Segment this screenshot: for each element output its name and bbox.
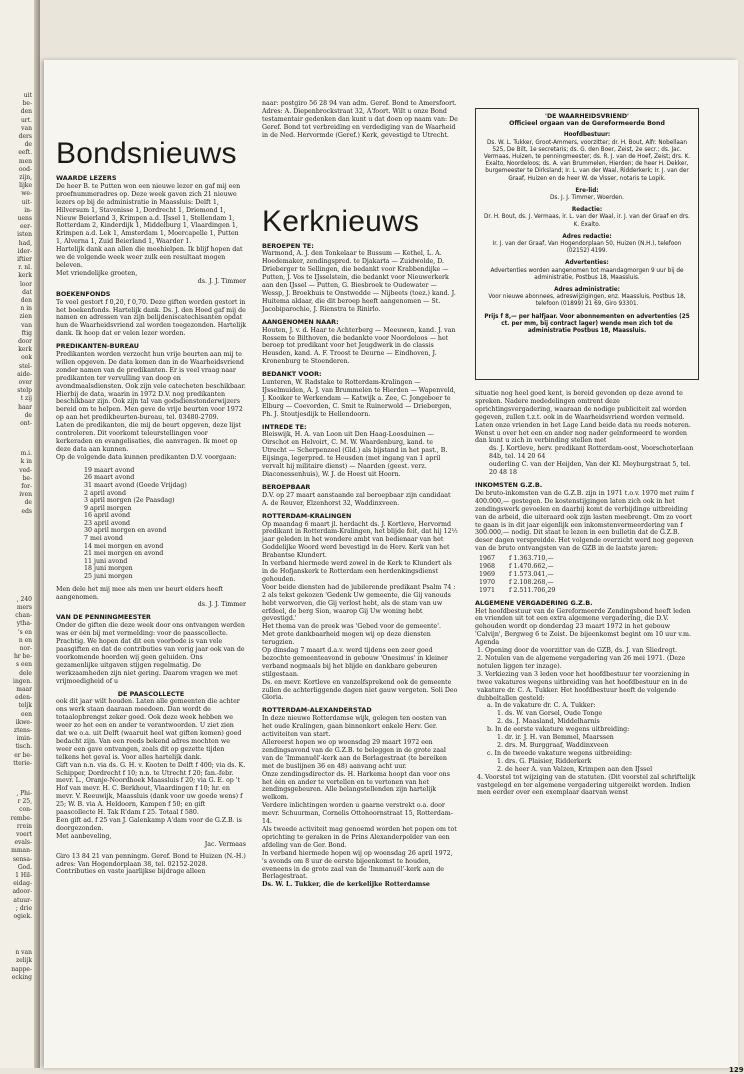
section-heading: BEROEPEN TE: [262, 241, 314, 250]
edge-text-fragment: tisch. [15, 743, 32, 751]
list-item: 2. de heer A. van Valzen, Krimpen aan den IJssel [497, 765, 653, 773]
list-item: b. In de eerste vakature wegens uitbreiding: [487, 726, 630, 734]
section-heading: AANGENOMEN NAAR: [262, 317, 339, 326]
prijs-text: Prijs f 8,— per halfjaar. Voor abonnementen en advertenties (25 ct. per mm, bij contract lager) wende men zich tot de administratie Postbus 18, Maassluis. [484, 313, 690, 335]
list-item: 21 mei morgen en avond [84, 550, 164, 558]
list-item: 3. Verkiezing van 3 leden voor het hoofdbestuur ter voorziening in twee vakatures wegens uitbreiding van het hoofdbestuur en in de vakature dr. C. A. Tukker. Het hoofdbestuur heeft de volgende dubbeltallen gesteld: [477, 670, 690, 702]
edge-text-fragment: ved- [19, 466, 32, 474]
edge-text-fragment: n van [15, 949, 32, 957]
adres-text: Ir. J. van der Graaf, Van Hogendorplaan 50, Huizen (N.H.), telefoon (02152) 4199. [492, 241, 682, 255]
list-item: 7 mei avond [84, 535, 123, 543]
section-heading: BOEKENFONDS [56, 289, 111, 298]
list-item: 19 maart avond [84, 466, 135, 474]
bondsnieuws-column [56, 138, 246, 876]
edge-text-fragment: ders [18, 133, 32, 140]
ereslid-label: Ere-lid: [575, 187, 599, 194]
edge-text-fragment: ont- [20, 420, 32, 427]
edge-text-fragment: eds [21, 507, 32, 515]
signature: ds. J. J. Timmer [197, 601, 246, 609]
paragraph: Voor beide diensten had de jubilerende predikant Psalm 74 : 2 als tekst gekozen 'Gedenk Uw gemeente, die Gij vanouds hebt verworven, die Gij verlost hebt, als de stam van uw erfdeel, de berg Sion, waarop Gij Uw woning hebt gevestigd.' [262, 583, 456, 623]
list-item: 25 juni morgen [84, 573, 133, 581]
edge-text-fragment: de [24, 141, 32, 149]
edge-text-fragment: kerk [18, 346, 32, 354]
page-number: 129 [729, 1066, 744, 1074]
edge-text-fragment: adoor- [12, 888, 32, 896]
edge-text-fragment: ogiek. [13, 913, 32, 920]
edge-text-fragment: kerk [18, 272, 32, 280]
table-row: 1969 f 1.573.041,— [479, 570, 554, 578]
masthead-subtitle: Officieel orgaan van de Gereformeerde Bond [509, 120, 665, 128]
section-heading: INKOMSTEN G.Z.B. [475, 480, 543, 489]
edge-text-fragment: ; drie [15, 904, 32, 912]
edge-text-fragment: con- [19, 806, 32, 814]
paragraph: Met vriendelijke groeten, [56, 269, 138, 277]
paragraph: Ds. W. L. Tukker, die de kerkelijke Rotterdamse [262, 881, 430, 889]
paragraph: Hierbij de data, waarin in 1972 D.V. nog predikanten beschikbaar zijn. Ook zijn tal van godsdienstonderwijzers bereid om te helpen. Men geve de vrije beurten voor 1972 op aan het predikbeurten-bureau, tel. 03480-2709. [56, 390, 243, 422]
edge-text-fragment: over [18, 379, 32, 386]
edge-text-fragment: ider- [17, 247, 32, 255]
agenda-label: Agenda [475, 639, 500, 647]
paragraph: Predikanten worden verzocht hun vrije beurten aan mij te willen opgeven. De data komen dan in de Waarheidsvriend zonder namen van de predikanten. Er is veel vraag naar predikanten ter vervulling van doop en avondmaalsdiensten. Ook zijn vele catecheten beschikbaar. [56, 351, 246, 390]
edge-text-fragment: uens [17, 215, 32, 222]
paragraph: Onze zendingsdirector ds. H. Harkema hoopt dan voor ons het één en ander te vertellen en te vertonen van het zendingsgebeuren. Alle belangstellenden zijn hartelijk welkom. [262, 770, 450, 802]
edge-text-fragment: hr be- [13, 653, 32, 661]
list-item: 11 juni avond [84, 557, 128, 565]
paragraph: Het thema van de preek was 'Gebed voor de gemeente'. [262, 623, 442, 631]
section-heading: ROTTERDAM-ALEXANDERSTAD [262, 706, 372, 715]
table-row: 1968 f 1.470.662,— [479, 563, 554, 571]
edge-text-fragment: imin- [16, 735, 32, 743]
advertenties-text: Advertenties worden aangenomen tot maandagmorgen 9 uur bij de administratie, Postbus 18, Maassluis. [490, 267, 684, 281]
edge-text-fragment: zien [19, 313, 32, 321]
ereslid-text: Ds. J. J. Timmer, Woerden. [550, 195, 624, 202]
edge-text-fragment: had, [18, 239, 32, 247]
paragraph: Lunteren, W. Radstake te Rotterdam-Kralingen — IJsselmuiden, A. J. van Brummelen te Hierden — Wapenveld, J. Kooiker te Werkendam — Katwijk a. Zee, C. Jongeboer te Elburg — Coevorden, C. Smit te Ruinerwold — Driebergen, Ph. J. Stoutjesdijk te Hellendoorn. [262, 379, 456, 418]
edge-text-fragment: de [24, 499, 32, 507]
table-row: 1970 f 2.108.268,— [479, 578, 554, 586]
edge-text-fragment: , Phi- [16, 790, 32, 797]
list-item: 1. ds. W. van Gorsel, Oude Tonge [497, 710, 603, 718]
paragraph: Een gift ad. f 25 van J. Galenkamp A'dam voor de G.Z.B. is doorgezonden. [56, 817, 242, 832]
contact: ouderling C. van der Heijden, Van der Kl. Meyburgstraat 5, tel. 20 48 18 [489, 461, 691, 477]
signature: Jac. Vermaas [204, 840, 246, 848]
edge-text-fragment: een [21, 710, 32, 718]
advertenties-label: Advertenties: [565, 260, 609, 267]
edge-text-fragment: aide- [17, 370, 32, 378]
edge-text-fragment: nor- [19, 645, 32, 652]
paragraph: Onder de giften die deze week door ons ontvangen werden was er één bij met vermelding: voor de paasscollecte. Prachtig. We hopen dat dit een voorbode is van vele paasgiften en dat de contributies van vorig jaar ook van de voorkomende hoorden wij geen geluiden. Ons gezamenlijke uitgaven stijgen regelmatig. De werkzaamheden zijn niet gering. Daarom vragen we met vrijmoedigheid of u [56, 622, 245, 685]
agenda-list [475, 647, 699, 797]
paragraph: situatie nog heel goed kent, is bereid gevonden op deze avond te spreken. Nadere mededelingen omtrent deze oprichtingsvergadering, waaraan de nodige publiciteit zal worden gegeven, zullen t.z.t. ook in de Waarheidsvriend worden vermeld. [475, 390, 687, 421]
paragraph: In deze nieuwe Rotterdamse wijk, gelegen ten oosten van het oude Kralingen, gaan binnenkort enkele Herv. Ger. activiteiten van start. [262, 715, 447, 739]
list-item: 2. ds. J. Maasland, Middelharnis [497, 718, 600, 726]
paragraph: Te veel gestort f 0,20, f 0,70. Deze giften worden gestort in het boekenfonds. Hartelijk dank. Ds. J. den Hoed gaf mij de namen en adressen van zijn belijdeniscatechisanten opdat hun de Waarheidsvriend zal worden toegezonden. Hartelijk dank. Ik hoop dat er velen lezer worden. [56, 298, 247, 338]
redactie-text: Dr. H. Bout, ds. J. Vermaas, ir. L. van der Waal, ir. J. van der Graaf en drs. K. Exalto. [484, 214, 690, 228]
edge-text-fragment: rembe- [10, 814, 32, 822]
header-snippet: naar: postgiro 56 28 94 van adm. Geref. Bond te Amersfoort. Adres: A. Diepenbrockstraat 32, A'foort. Wilt u onze Bond testamentair gedenken dan kunt u dat doen op naam van: De Geref. Bond tot verbreiding en verdediging van de Waarheid in de Ned. Hervormde (Geref.) Kerk, gevestigd te Utrecht. [262, 100, 458, 139]
hoofdbestuur-text: Ds. W. L. Tukker, Groot-Ammers, voorzitter; dr. H. Bout, Alfr. Nobellaan 525, De Bilt, 1e secretaris; ds. G. den Boer, Zeist, 2e secr.; ds. Jac. Vermaas, Huizen, te penningmeester; ds. R. J. van de Hoef, Zeist; drs. K. Exalto, Noordeloos; ds. A. van Brummelen, Hierden; de heer H. Dekker, burgemeester te Dirksland; Ir. L. van der Waal, Ridderkerk; Ir. J. van der Graaf, Huizen en de heer W. de Visser, notaris te Lopik. [483, 139, 691, 182]
list-item: 18 juni morgen [84, 565, 133, 573]
list-item: 4. Voorstel tot wijziging van de statuten. (Dit voorstel zal schriftelijk vastgelegd en ter algemene vergadering uitgereikt worden. Indien men eerder over een exemplaar daarvan wenst [477, 773, 696, 797]
edge-text-fragment: den [20, 108, 32, 116]
edge-text-fragment: tterie- [13, 759, 32, 767]
edge-text-fragment: mers [16, 604, 32, 611]
edge-text-fragment: maar [16, 686, 32, 693]
edge-text-fragment: ook [21, 354, 32, 362]
newspaper-page [44, 60, 744, 1074]
list-item: 26 maart avond [84, 474, 135, 482]
edge-text-fragment: ood- [18, 165, 32, 173]
edge-text-fragment: be- [22, 474, 32, 482]
administratie-text: Voor nieuwe abonnees, adreswijzigingen, enz. Maassluis, Postbus 18, telefoon (01899) 21 69, Giro 93301. [488, 294, 686, 308]
edge-text-fragment: iftier [17, 256, 32, 263]
edge-text-fragment: ytha- [16, 620, 32, 628]
list-item: 3 april morgen (2e Paasdag) [84, 497, 175, 505]
edge-text-fragment: k in [20, 458, 32, 466]
edge-text-fragment: teljk [18, 702, 32, 710]
edge-text-fragment: 's en [17, 628, 32, 636]
edge-text-fragment: 1 Hil- [15, 872, 32, 879]
edge-text-fragment: de [24, 411, 32, 419]
paragraph: Men dele het mij mee als men uw beurt elders heeft aangenomen. [56, 585, 224, 601]
edge-text-fragment: zijn, [19, 174, 32, 181]
edge-text-fragment: isten [17, 231, 32, 239]
edge-text-fragment: dele [19, 669, 32, 677]
edge-text-fragment: stelp [17, 387, 32, 395]
list-item: 2. Notulen van de algemene vergadering van 26 mei 1971. (Deze notulen liggen ter inzage). [477, 655, 686, 670]
edge-text-fragment: t zij [20, 395, 32, 403]
paragraph: Laten de predikanten, die mij de beurt opgeven, deze lijst controleren. Dit voorkomt teleurstellingen voor kerkeraden en evangelisaties, die aanvragen. Ik moet op deze data aan kunnen. [56, 422, 242, 453]
edge-text-fragment: r. nl. [18, 264, 32, 272]
edge-text-fragment: iven [19, 491, 32, 499]
administratie-label: Adres administratie: [554, 287, 620, 294]
paragraph: Verdere inlichtingen worden u gaarne verstrekt o.a. door mevr. Schuurman, Cornelis Ottohoornstraat 15, Rotterdam-14. [262, 802, 453, 826]
list-item: 31 maart avond (Goede Vrijdag) [84, 481, 187, 489]
edge-text-fragment: n en [18, 636, 32, 644]
section-heading: BEROEPBAAR [262, 482, 311, 491]
contact: ds. J. Kortleve, herv. predikant Rotterdam-oost, Voorschoterlaan 84b, tel. 14 20 64 [489, 445, 694, 461]
edge-text-fragment: ftig [21, 329, 32, 337]
paragraph: Het hoofdbestuur van de Gereformeerde Zendingsbond heeft leden en vrienden uit tot een extra algemene vergadering, die D.V. gehouden wordt op donderdag 23 maart 1972 in het gebouw 'Calvijn', Bergweg 6 te Zeist. De bijeenkomst begint om 10 uur v.m. [475, 607, 692, 639]
edge-text-fragment: r 25, [17, 798, 32, 806]
edge-text-fragment: loor [19, 280, 32, 288]
edge-text-fragment: ecking [11, 973, 32, 981]
available-dates-list [56, 467, 246, 581]
paragraph: D.V. op 27 maart aanstaande zal beroepbaar zijn candidaat A. de Reuver, Elzenhorst 32, Waddinxveen. [262, 491, 451, 507]
edge-text-fragment: evals- [14, 839, 32, 847]
bondsnieuws-title: Bondsnieuws [56, 137, 237, 170]
list-item: 2. drs. M. Burggraaf, Waddinxveen [497, 741, 609, 749]
list-item: 16 april avond [84, 512, 131, 520]
paragraph: In verband hiermede hopen wij op woensdag 26 april 1972, 's avonds om 8 uur de eerste bijeenkomst te houden, eveneens in de grote zaal van de 'Immanuël'-kerk aan de Berlagestraat. [262, 849, 453, 881]
paragraph: Laten onze vrienden in het Lage Land beide data nu reeds noteren. [475, 421, 691, 429]
edge-text-fragment: uit [23, 92, 32, 99]
kerknieuws-title: Kerknieuws [262, 204, 420, 238]
paragraph: Giro 13 84 21 van penningm. Geref. Bond te Huizen (N.-H.) adres: Van Hogendorplaan 38, tel. 02152-2028. Contributies en vaste jaarlijkse bijdrage alleen [56, 852, 246, 876]
page-gutter-shadow [34, 0, 40, 1068]
edge-text-fragment: door [18, 338, 32, 345]
paragraph: Wenst u over het een en ander nog nader geïnformeerd te worden dan kunt u zich in verbinding stellen met [475, 429, 687, 445]
paragraph: Met aanbeveling, [56, 832, 112, 840]
edge-text-fragment: zelijk [15, 957, 32, 965]
edge-text-fragment: sensa- [12, 855, 32, 863]
edge-text-fragment: ztens- [13, 727, 32, 734]
paragraph: Gift van n.n. via ds. G. H. v. Kooten te Delft f 400; via ds. K. Schipper, Dordrecht f 10; n.n. te Utrecht f 20; fan.-febr. mevr. L., Oranje-Noordhoek Maassluis f 20; via G. E. op 't Hof van mevr. H. C. Berkhout, Vlaardingen f 10; hr. en mevr. V. Reeuwijk, Maassluis (dank voor uw goede wens) f 25; W. B. via A. Heldoorn, Kampen f 50; en gift paascollecte H. Tak R'dam f 25. Totaal f 580. [56, 761, 246, 817]
edge-text-fragment: er be- [14, 751, 32, 759]
list-item: 1. Opening door de voorzitter van de GZB, ds. J. van Sliedregt. [477, 647, 677, 655]
edge-text-fragment: men [18, 157, 32, 165]
list-item: 1. dr. ir. J. H. van Bemmel, Maarssen [497, 734, 614, 742]
list-item: 9 april morgen [84, 504, 132, 512]
edge-text-fragment: chan- [15, 612, 32, 620]
edge-text-fragment: eden- [15, 694, 32, 702]
edge-text-fragment: eer- [20, 223, 32, 231]
table-row: 1967 f 1.363.710,— [479, 555, 554, 563]
paragraph: Houten, J. v. d. Haar te Achterberg — Meeuwen, kand. J. van Rossem te Bilthoven, die bedankte voor Noordeloos — het beroep tot predikant voor het Jeugdwerk in de classis Heusden, kand. A. F. Troost te Deurne — Eindhoven, J. Kronenburg te Stoenderen. [262, 326, 456, 366]
edge-text-fragment: lijke [19, 182, 32, 190]
signature: ds. J. J. Timmer [197, 277, 246, 285]
subsection-heading: DE PAASCOLLECTE [117, 689, 185, 698]
list-item: 30 april morgen en avond [84, 527, 167, 535]
edge-text-fragment: stel- [19, 362, 32, 370]
section-heading: ALGEMENE VERGADERING G.Z.B. [475, 598, 593, 607]
edge-text-fragment: s een [16, 661, 32, 669]
edge-text-fragment: van [21, 124, 32, 132]
paragraph: Allereerst hopen we op woensdag 29 maart 1972 een zendingsavond van de G.Z.B. te beleggen in de grote zaal van de 'Immanuël'-kerk aan de Berlagestraat (te bereiken met de buslijnen 36 en 48) aanvang acht uur. [262, 739, 447, 770]
edge-text-fragment: eidag- [13, 880, 32, 888]
edge-text-fragment: den [20, 297, 32, 304]
paragraph: Op maandag 6 maart jl. herdacht ds. J. Kortleve, Hervormd predikant in Rotterdam-Kralingen, het blijde feit, dat hij 12½ jaar geleden in het wondere ambt van bedienaar van het Goddelijke Woord werd bevestigd in de Herv. Kerk van het Brabantse Klundert. [262, 520, 458, 560]
paragraph: Hartelijk dank aan allen die meehielpen. Ik blijf hopen dat we de volgende week weer zulk een resultaat mogen beleven. [56, 246, 243, 269]
column-3 [475, 390, 699, 797]
edge-text-fragment: mman- [11, 847, 32, 855]
edge-text-fragment: ingen. [13, 677, 32, 685]
paragraph: De heer B. te Putten won een nieuwe lezer en gaf mij een proefnummeradres op. Deze week gaven zich 21 nieuwe lezers op bij de administratie in Maassluis: Delft 1, Hilversum 1, Stavenisse 1, Dordrecht 1, Driemond 1, Nieuw Beierland 3, Krimpen a.d. IJssel 1, Stellendam 1, Rotterdam 2, Kinderdijk 1, Middelburg 1, Vlaardingen 1, Krimpen a.d. Lek 1, Amsterdam 1, Moercapelle 1, Putten 1, Alverna 1, Zuid Beierland 1, Waarder 1. [56, 182, 241, 246]
list-item: 1. drs. G. Plaisier, Ridderkerk [497, 757, 592, 765]
paragraph: Op dinsdag 7 maart d.a.v. werd tijdens een zeer goed bezochte gemeenteavond in gebouw 'Onesimus' in kleiner verband nogmaals bij het blijde en dankbare gebeuren stilgestaan. [262, 647, 448, 678]
edge-text-fragment: for- [21, 483, 32, 490]
paragraph: Als tweede activiteit mag genoemd worden het popen om tot oprichting te geraken in de Prins Alexanderpolder van een afdeling van de Ger. Bond. [262, 825, 457, 849]
income-table [475, 555, 699, 595]
section-heading: ROTTERDAM-KRALINGEN [262, 511, 352, 520]
previous-page-edge [0, 0, 40, 1068]
edge-text-fragment: urt. [20, 116, 32, 124]
edge-text-fragment: rrein [16, 822, 32, 830]
redactie-label: Redactie: [571, 207, 603, 214]
paragraph: ook dit jaar wilt houden. Laten alle gemeenten die achter ons werk staan daaraan meedoen. Dan wordt de totaalopbrengst zeker goed. Ook deze week hebben we weer zo het een en ander te verantwoorden. U ziet zien dat we o.a. uit Delft (waaruit heel wat giften komen) goed bedacht zijn. Van een reeds bekend adres mochten we weer een gave ontvangen, zoals dit op gezette tijden telkens het geval is. Voor alles hartelijk dank. [56, 698, 242, 761]
masthead-box [475, 108, 699, 380]
list-item: 14 mei morgen en avond [84, 542, 164, 550]
list-item: a. In de vakature dr. C. A. Tukker: [487, 702, 596, 710]
paragraph: Op de volgende data kunnen predikanten D.V. voorgaan: [56, 453, 237, 461]
edge-text-fragment: dat [22, 288, 32, 296]
edge-text-fragment: uit- [21, 198, 32, 206]
edge-text-fragment: ikwe- [15, 718, 32, 726]
list-item: 23 april avond [84, 519, 131, 527]
edge-text-fragment: , 240 [16, 595, 32, 603]
paragraph: De bruto-inkomsten van de G.Z.B. zijn in 1971 t.o.v. 1970 met ruim f 400.000,— gestegen. De kostenstijgingen laten zich ook in het zendingswerk gevoelen en daarbij komt de verbijdinge uitbreiding van de arbeid, die uiteraard ook zijn lasten meebrengt. Om zo voort te gaan is in dit jaar eigenlijk een inkomstenvermeerdering van f 300.000,— nodig. Dit staat te lezen in een bulletin dat de G.Z.B. deser dagen verspreidde. Het volgende overzicht werd nog gegeven van de bruto ontvangsten van de GZB in de laatste jaren: [475, 489, 694, 553]
edge-text-fragment: n in [20, 305, 32, 313]
paragraph: Warmond, A. J. den Tonkelaar te Bussum — Kethel, L. A. Hoedemaker, zendingspred. te Djakarta — Zuidwolde, D. Drieberger te Sellingen, die bedankt voor Krabbendijke — Putten, J. Vos te IJsselstein, die bedankt voor Nieuwerkerk aan den IJssel — Putten, G. Biesbroek te Oudewater — Wessp, J. Broekhuis te Onstwedde — Nijbeets (toez.) kand. J. Huitema aldaar, die dit beroep heeft aangenomen — St. Jacobiparochie, J. Rienstra te Rinirlo. [262, 250, 456, 313]
edge-text-fragment: God. [17, 863, 32, 871]
edge-text-fragment: nappe- [11, 965, 32, 973]
section-heading: VAN DE PENNINGMEESTER [56, 613, 151, 622]
edge-text-fragment: eeft. [18, 149, 32, 157]
adres-label: Adres redactie: [562, 233, 612, 240]
table-row: 1971 f 2.511.706,29 [479, 586, 556, 594]
paragraph: Ds. en mevr. Kortleve en vanzelfsprekend ook de gemeente zullen de achterliggende dagen niet gauw vergeten. Soli Deo Gloria. [262, 678, 458, 702]
edge-text-fragment: atuur- [13, 896, 32, 904]
edge-text-fragment: be- [22, 100, 32, 108]
masthead-title: 'DE WAARHEIDSVRIEND' [545, 113, 629, 120]
edge-text-fragment: m.i. [20, 450, 32, 458]
section-heading: INTREDE TE: [262, 422, 307, 431]
list-item: 2 april avond [84, 489, 127, 497]
hoofdbestuur-label: Hoofdbestuur: [563, 132, 611, 139]
section-heading: WAARDE LEZERS [56, 174, 117, 182]
paragraph: Bleiswijk, H. A. van Loon uit Den Haag-Loosduinen — Oirschot en Helvoirt, C. M. W. Waardenburg, kand. te Utrecht — Scherpenzeel (Gld.) als bijstand in het past., B. Eijsinga, legerpred. te Heusden (met ingang van 1 april vervalt hij militaire dienst) — Naarden (geest. verz. Diaconessenhuis), W. J. de Hoest uit Hoorn. [262, 431, 448, 478]
edge-text-fragment: van [21, 321, 32, 329]
edge-text-fragment: haar [18, 403, 32, 411]
section-heading: PREDIKANTEN-BUREAU [56, 342, 139, 351]
edge-text-fragment: we- [21, 190, 32, 198]
edge-text-fragment: voert [16, 831, 32, 838]
kerknieuws-column [262, 100, 458, 889]
edge-text-fragment: in- [24, 206, 32, 214]
paragraph: In verband hiermede werd zowel in de Kerk te Klundert als in de Hofjanskerk te Rotterdam een herdenkingsdienst gehouden. [262, 560, 452, 583]
section-heading: BEDANKT VOOR: [262, 370, 322, 379]
paragraph: Met grote dankbaarheid mogen wij op deze diensten terugzien. [262, 631, 431, 647]
list-item: c. In de tweede vakature wegens uitbreiding: [487, 749, 632, 757]
